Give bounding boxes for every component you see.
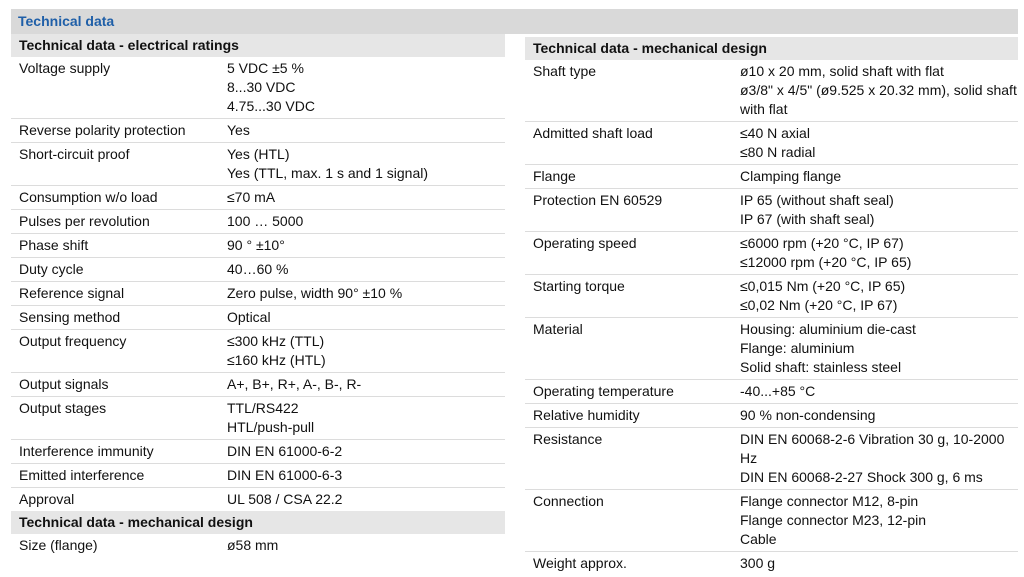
spec-value-line: HTL/push-pull: [227, 419, 315, 435]
spec-label: Short-circuit proof: [11, 143, 219, 186]
spec-value: [219, 464, 505, 488]
spec-label: Size (flange): [19, 537, 98, 553]
electrical-ratings-table: [11, 57, 505, 511]
spec-label: Reverse polarity protection: [11, 119, 219, 143]
table-row: [525, 189, 1018, 232]
spec-label: Operating temperature: [525, 380, 732, 404]
spec-label: Connection: [525, 490, 732, 552]
spec-value-line: Flange: aluminium: [740, 340, 855, 356]
spec-value-line: 90 ° ±10°: [227, 237, 285, 253]
spec-value: [219, 440, 505, 464]
table-row: [525, 552, 1018, 576]
spec-value-line: Yes (HTL): [227, 146, 290, 162]
spec-value: [732, 490, 1018, 552]
left-column: [11, 34, 505, 557]
spec-label: Shaft type: [525, 60, 732, 122]
spec-value-line: ≤40 N axial: [740, 125, 810, 141]
spec-value-line: Zero pulse, width 90° ±10 %: [227, 285, 403, 301]
table-row: [11, 258, 505, 282]
spec-label: Relative humidity: [525, 404, 732, 428]
spec-value: [732, 318, 1018, 380]
spec-label: Interference immunity: [11, 440, 219, 464]
table-row: [11, 488, 505, 512]
table-row: [11, 282, 505, 306]
spec-value-line: DIN EN 60068-2-27 Shock 300 g, 6 ms: [740, 469, 983, 485]
table-row: [11, 330, 505, 373]
spec-value-line: Flange connector M12, 8-pin: [740, 493, 919, 509]
spec-label: Material: [525, 318, 732, 380]
spec-label: Emitted interference: [11, 464, 219, 488]
table-row: [525, 165, 1018, 189]
spec-value-line: Yes (TTL, max. 1 s and 1 signal): [227, 165, 429, 181]
spec-value-line: Yes: [227, 122, 250, 138]
spec-value: [219, 534, 505, 557]
spec-value: [219, 57, 505, 119]
spec-label: Pulses per revolution: [11, 210, 219, 234]
spec-value-line: Solid shaft: stainless steel: [740, 359, 902, 375]
spec-value: [219, 258, 505, 282]
spec-value-line: ø58 mm: [227, 537, 279, 553]
spec-label: Weight approx.: [533, 555, 627, 571]
spec-value-line: DIN EN 61000-6-2: [227, 443, 343, 459]
spec-label: Resistance: [525, 428, 732, 490]
spec-label: Consumption w/o load: [11, 186, 219, 210]
table-row: [11, 234, 505, 258]
spec-label: Output signals: [11, 373, 219, 397]
table-row: [525, 404, 1018, 428]
spec-value: [219, 186, 505, 210]
table-row: [525, 380, 1018, 404]
spec-value-line: 8...30 VDC: [227, 79, 296, 95]
spec-value: [732, 165, 1018, 189]
table-row: [11, 57, 505, 119]
spec-value-line: Flange connector M23, 12-pin: [740, 512, 926, 528]
spec-value: [219, 282, 505, 306]
spec-label: Output stages: [11, 397, 219, 440]
spec-value-line: IP 65 (without shaft seal): [740, 192, 894, 208]
spec-value: [732, 122, 1018, 165]
table-row: [11, 464, 505, 488]
spec-value: [219, 397, 505, 440]
spec-value-line: 90 % non-condensing: [740, 407, 876, 423]
electrical-ratings-header: Technical data - electrical ratings: [11, 34, 505, 57]
spec-label: Reference signal: [11, 282, 219, 306]
right-column: [525, 37, 1018, 575]
spec-value: [219, 143, 505, 186]
table-row: [11, 373, 505, 397]
spec-value: [219, 234, 505, 258]
spec-label: Flange: [525, 165, 732, 189]
spec-value-line: ≤0,02 Nm (+20 °C, IP 67): [740, 297, 898, 313]
spec-value: [732, 232, 1018, 275]
table-row: [11, 186, 505, 210]
spec-value: [732, 189, 1018, 232]
spec-label: Operating speed: [525, 232, 732, 275]
spec-value: [219, 330, 505, 373]
table-row: [11, 440, 505, 464]
spec-value-line: ≤300 kHz (TTL): [227, 333, 325, 349]
spec-value-line: ≤6000 rpm (+20 °C, IP 67): [740, 235, 904, 251]
table-row: [525, 428, 1018, 490]
table-row: [525, 490, 1018, 552]
spec-label: Voltage supply: [11, 57, 219, 119]
spec-value-line: IP 67 (with shaft seal): [740, 211, 875, 227]
table-row: [525, 60, 1018, 122]
table-row: [525, 122, 1018, 165]
table-row: [11, 397, 505, 440]
mechanical-design-header: Technical data - mechanical design: [525, 37, 1018, 60]
spec-value-line: ≤80 N radial: [740, 144, 816, 160]
spec-value-line: 5 VDC ±5 %: [227, 60, 304, 76]
spec-value-line: TTL/RS422: [227, 400, 299, 416]
spec-value-line: ≤70 mA: [227, 189, 276, 205]
spec-value-line: Clamping flange: [740, 168, 842, 184]
page-title: Technical data: [11, 9, 1018, 34]
spec-value-line: Optical: [227, 309, 271, 325]
spec-value-line: Cable: [740, 531, 777, 547]
spec-value-line: -40...+85 °C: [740, 383, 816, 399]
spec-label: Output frequency: [11, 330, 219, 373]
table-row: [11, 534, 505, 557]
spec-label: Sensing method: [11, 306, 219, 330]
table-row: [11, 210, 505, 234]
spec-label: Admitted shaft load: [525, 122, 732, 165]
spec-value: [219, 306, 505, 330]
table-row: [11, 306, 505, 330]
mechanical-design-table: [11, 534, 505, 557]
spec-value: [732, 404, 1018, 428]
spec-value: [732, 552, 1018, 576]
table-row: [11, 143, 505, 186]
spec-label: Approval: [19, 491, 75, 507]
spec-value-line: DIN EN 60068-2-6 Vibration 30 g, 10-2000 Hz: [740, 431, 1005, 466]
spec-value-line: 4.75...30 VDC: [227, 98, 315, 114]
spec-value-line: UL 508 / CSA 22.2: [227, 491, 343, 507]
mechanical-design-header: Technical data - mechanical design: [11, 511, 505, 534]
spec-label: Starting torque: [525, 275, 732, 318]
spec-value: [219, 210, 505, 234]
table-row: [525, 318, 1018, 380]
spec-value: [219, 373, 505, 397]
spec-value: [219, 488, 505, 512]
table-row: [525, 275, 1018, 318]
spec-value: [732, 380, 1018, 404]
spec-value: [732, 60, 1018, 122]
spec-value: [732, 275, 1018, 318]
spec-value-line: ø3/8" x 4/5" (ø9.525 x 20.32 mm), solid shaft with flat: [740, 82, 1017, 117]
spec-value-line: A+, B+, R+, A-, B-, R-: [227, 376, 362, 392]
table-row: [11, 119, 505, 143]
spec-label: Duty cycle: [11, 258, 219, 282]
spec-value-line: ø10 x 20 mm, solid shaft with flat: [740, 63, 944, 79]
spec-value-line: 300 g: [740, 555, 776, 571]
table-row: [525, 232, 1018, 275]
spec-value-line: ≤0,015 Nm (+20 °C, IP 65): [740, 278, 906, 294]
spec-value-line: ≤12000 rpm (+20 °C, IP 65): [740, 254, 912, 270]
spec-value: [219, 119, 505, 143]
spec-value-line: DIN EN 61000-6-3: [227, 467, 343, 483]
spec-value-line: 40…60 %: [227, 261, 289, 277]
spec-label: Protection EN 60529: [525, 189, 732, 232]
spec-value: [732, 428, 1018, 490]
mechanical-design-table: [525, 60, 1018, 575]
spec-label: Phase shift: [11, 234, 219, 258]
spec-value-line: ≤160 kHz (HTL): [227, 352, 326, 368]
spec-value-line: Housing: aluminium die-cast: [740, 321, 916, 337]
spec-value-line: 100 … 5000: [227, 213, 304, 229]
